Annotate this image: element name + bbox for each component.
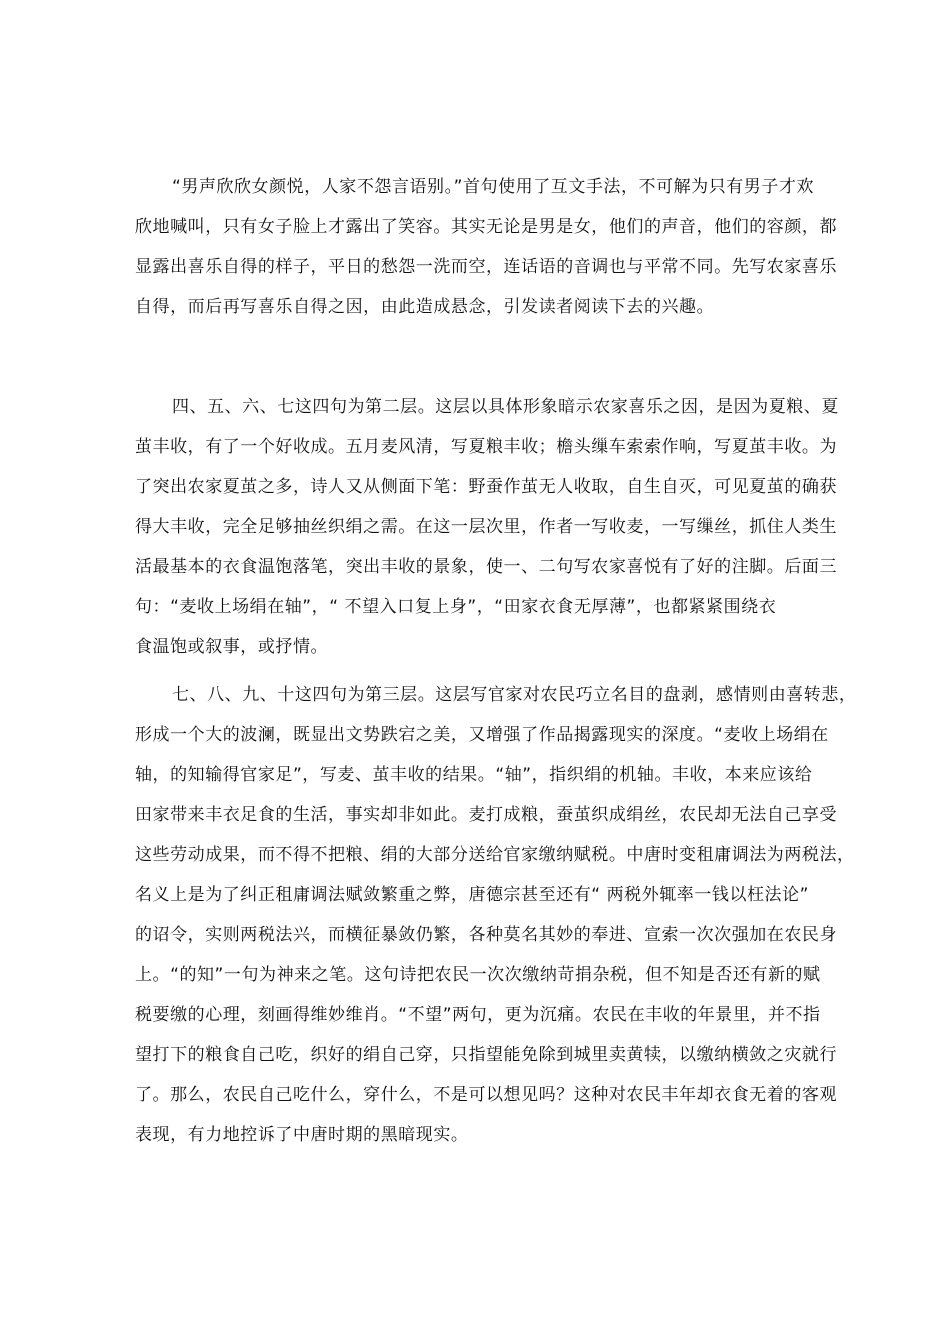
text-line: 名义上是为了纠正租庸调法赋敛繁重之弊，唐德宗甚至还有“ 两税外辄率一钱以枉法论” [135, 885, 810, 905]
text-line: 四、五、六、七这四句为第二层。这层以具体形象暗示农家喜乐之因，是因为夏粮、夏 [172, 397, 839, 417]
text-line: 轴，的知输得官家足”，写麦、茧丰收的结果。“轴”，指织绢的机轴。丰收，本来应该给 [135, 765, 813, 785]
text-line: 这些劳动成果，而不得不把粮、绢的大部分送给官家缴纳赋税。中唐时变租庸调法为两税法， [135, 845, 855, 865]
text-line: 望打下的粮食自己吃，织好的绢自己穿，只指望能免除到城里卖黄犊，以缴纳横敛之灾就行 [135, 1045, 837, 1065]
text-line: 食温饱或叙事，或抒情。 [135, 637, 329, 657]
text-line: 税要缴的心理，刻画得维妙维肖。“不望”两句，更为沉痛。农民在丰收的年景里，并不指 [135, 1005, 821, 1025]
text-line: 田家带来丰衣足食的生活，事实却非如此。麦打成粮，蚕茧织成绢丝，农民却无法自己享受 [135, 805, 837, 825]
text-line: 茧丰收，有了一个好收成。五月麦风清，写夏粮丰收；檐头缫车索索作响，写夏茧丰收。为 [135, 437, 837, 457]
text-line: 了。那么，农民自己吃什么，穿什么，不是可以想见吗？这种对农民丰年却衣食无着的客观 [135, 1085, 837, 1105]
text-line: 活最基本的衣食温饱落笔，突出丰收的景象，使一、二句写农家喜悦有了好的注脚。后面三 [135, 557, 837, 577]
text-line: “男声欣欣女颜悦，人家不怨言语别。”首句使用了互文手法，不可解为只有男子才欢 [172, 177, 815, 197]
text-line: 得大丰收，完全足够抽丝织绢之需。在这一层次里，作者一写收麦，一写缫丝，抓住人类生 [135, 517, 837, 537]
text-line: 的诏令，实则两税法兴，而横征暴敛仍繁，各种莫名其妙的奉进、宣索一次次强加在农民身 [135, 925, 837, 945]
text-line: 形成一个大的波澜，既显出文势跌宕之美，又增强了作品揭露现实的深度。“麦收上场绢在 [135, 725, 829, 745]
text-line: 句：“麦收上场绢在轴”，“ 不望入口复上身”，“田家衣食无厚薄”，也都紧紧围绕衣 [135, 597, 777, 617]
text-line: 自得，而后再写喜乐自得之因，由此造成悬念，引发读者阅读下去的兴趣。 [135, 297, 715, 317]
text-line: 显露出喜乐自得的样子，平日的愁怨一洗而空，连话语的音调也与平常不同。先写农家喜乐 [135, 257, 837, 277]
text-line: 欣地喊叫，只有女子脸上才露出了笑容。其实无论是男是女，他们的声音，他们的容颜，都 [135, 217, 837, 237]
text-line: 上。“的知”一句为神来之笔。这句诗把农民一次次缴纳苛捐杂税，但不知是否还有新的赋 [135, 965, 821, 985]
text-line: 表现，有力地控诉了中唐时期的黑暗现实。 [135, 1125, 469, 1145]
text-line: 了突出农家夏茧之多，诗人又从侧面下笔：野蚕作茧无人收取，自生自灭，可见夏茧的确获 [135, 477, 837, 497]
text-line: 七、八、九、十这四句为第三层。这层写官家对农民巧立名目的盘剥，感情则由喜转悲， [172, 685, 857, 705]
